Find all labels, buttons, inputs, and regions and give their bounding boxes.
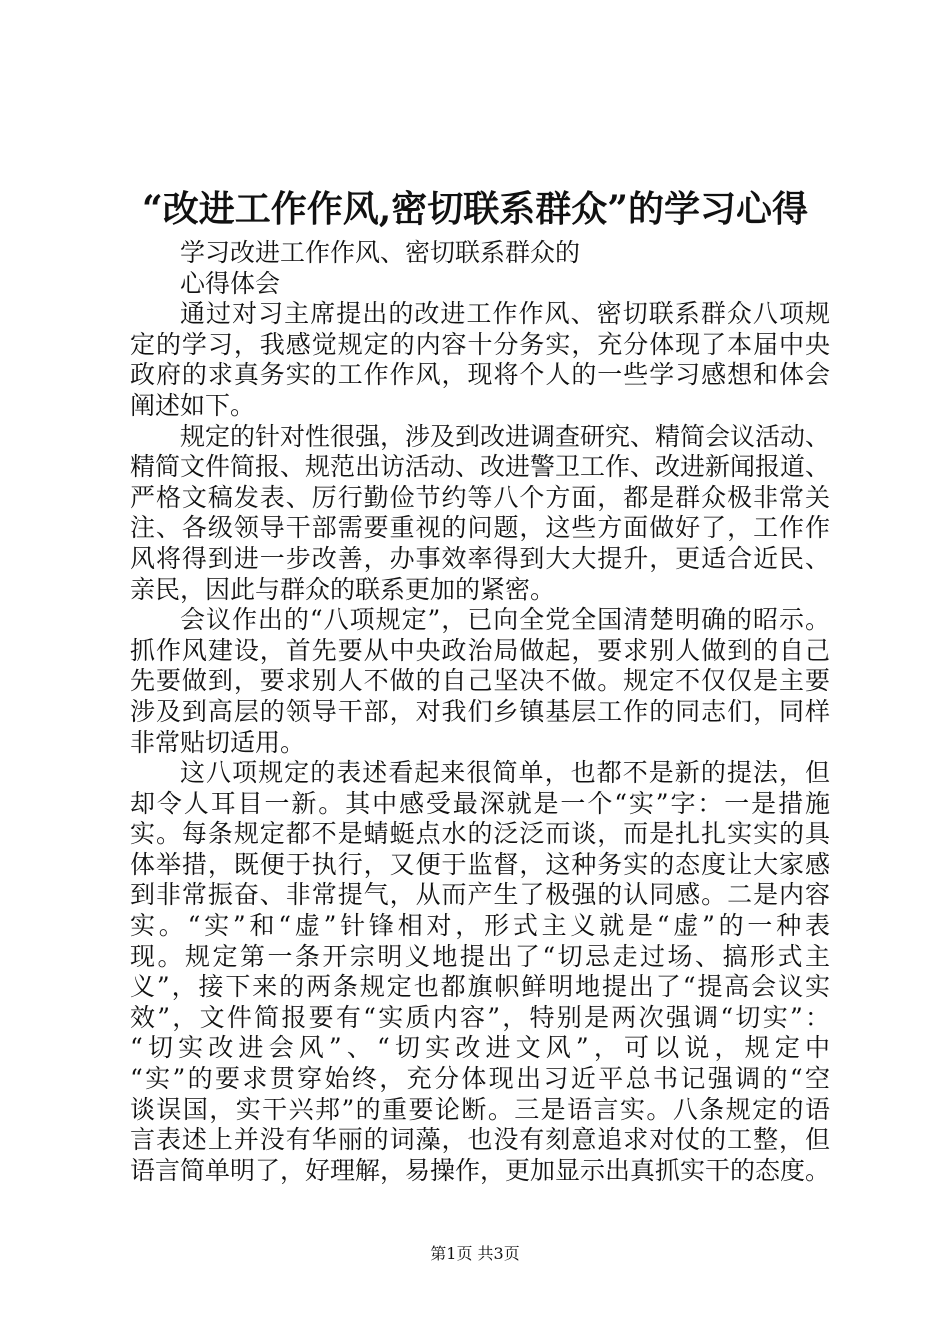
body-line: 严格文稿发表、厉行勤俭节约等八个方面，都是群众极非常关 [130,482,830,512]
body-line: 效”，文件简报要有“实质内容”，特别是两次强调“切实”： [130,1002,830,1032]
body-line: 注、各级领导干部需要重视的问题，这些方面做好了，工作作 [130,513,830,543]
body-line: 实。“实”和“虚”针锋相对，形式主义就是“虚”的一种表 [130,911,830,941]
body-line: 学习改进工作作风、密切联系群众的 [180,238,581,267]
body-line: 心得体会 [180,268,281,298]
body-line: 先要做到，要求别人不做的自己坚决不做。规定不仅仅是主要 [130,666,830,696]
body-line: 规定的针对性很强，涉及到改进调查研究、精简会议活动、 [180,421,831,451]
document-body [130,238,830,1186]
body-line: 现。规定第一条开宗明义地提出了“切忌走过场、搞形式主 [130,941,830,971]
body-line: 定的学习，我感觉规定的内容十分务实，充分体现了本届中央 [130,329,830,359]
body-line: “切实改进会风”、“切实改进文风”，可以说，规定中 [130,1033,830,1063]
body-line: 实。每条规定都不是蜻蜓点水的泛泛而谈，而是扎扎实实的具 [130,819,830,849]
body-line: 抓作风建设，首先要从中央政治局做起，要求别人做到的自己 [130,635,830,665]
body-line: 谈误国，实干兴邦”的重要论断。三是语言实。八条规定的语 [130,1094,830,1124]
body-line: “实”的要求贯穿始终，充分体现出习近平总书记强调的“空 [130,1064,830,1094]
body-line: 亲民，因此与群众的联系更加的紧密。 [130,574,556,604]
body-line: 涉及到高层的领导干部，对我们乡镇基层工作的同志们，同样 [130,696,830,726]
body-line: 言表述上并没有华丽的词藻，也没有刻意追求对仗的工整，但 [130,1125,830,1155]
body-line: 通过对习主席提出的改进工作作风、密切联系群众八项规 [180,299,830,329]
document-title: “改进工作作风,密切联系群众”的学习心得 [142,188,808,230]
body-line: 体举措，既便于执行，又便于监督，这种务实的态度让大家感 [130,849,830,879]
page-footer: 第1页 共3页 [430,1244,520,1263]
body-line: 到非常振奋、非常提气，从而产生了极强的认同感。二是内容 [130,880,830,910]
body-line: 政府的求真务实的工作作风，现将个人的一些学习感想和体会 [130,360,830,390]
body-line: 阐述如下。 [130,390,256,420]
body-line: 这八项规定的表述看起来很简单，也都不是新的提法，但 [180,758,830,788]
body-line: 会议作出的“八项规定”，已向全党全国清楚明确的昭示。 [180,605,830,635]
body-line: 精简文件简报、规范出访活动、改进警卫工作、改进新闻报道、 [130,452,831,482]
body-line: 非常贴切适用。 [130,727,306,757]
body-line: 却令人耳目一新。其中感受最深就是一个“实”字：一是措施 [130,788,830,818]
body-line: 义”，接下来的两条规定也都旗帜鲜明地提出了“提高会议实 [130,972,830,1002]
body-line: 风将得到进一步改善，办事效率得到大大提升，更适合近民、 [130,543,830,573]
body-line: 语言简单明了，好理解，易操作，更加显示出真抓实干的态度。 [130,1155,831,1185]
